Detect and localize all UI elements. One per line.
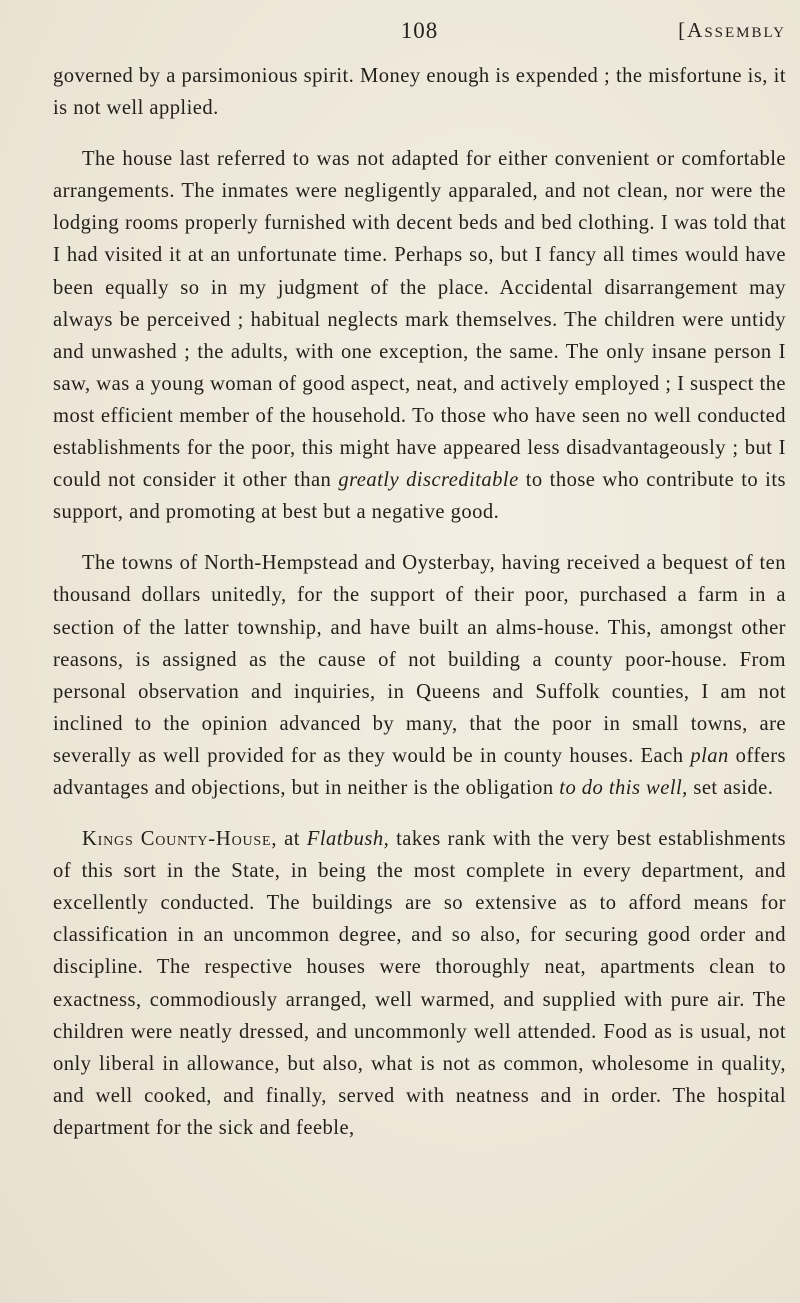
paragraph-3-end: set aside.: [693, 776, 774, 799]
emphasis-plan: plan: [690, 744, 729, 767]
emphasis-flatbush: Flatbush,: [306, 828, 390, 851]
body-text: [53, 60, 786, 1144]
paragraph-2-end: to those who contribute to its support, and promoting at best but a negative good.: [53, 469, 786, 524]
paragraph-4: [53, 823, 786, 1144]
emphasis-to-do-this-well: to do this well,: [559, 776, 688, 799]
paragraph-3: [53, 547, 786, 804]
paragraph-4-at: at: [284, 828, 300, 851]
page-number: 108: [400, 18, 439, 43]
paragraph-2-text: The house last referred to was not adapted for either convenient or comfortable arrangements. The inmates were negligently apparaled, and not clean, nor were the lodging rooms properly furnished with decent beds and bed clothing. I was told that I had visited it at an unfortunate time. Perhaps so, but I fancy all times would have been equally so in my judgment of the place. Accidental disarrangement may always be perceived ; habitual neglects mark themselves. The children were untidy and unwashed ; the adults, with one exception, the same. The only insane person I saw, was a young woman of good aspect, neat, and actively employed ; I suspect the most efficient member of the household. To those who have seen no well conducted establishments for the poor, this might have appeared less disadvantageously ; but I could not consider it other than: [53, 148, 786, 492]
paragraph-3-text: The towns of North-Hempstead and Oysterbay, having received a bequest of ten thousand dollars unitedly, for the support of their poor, purchased a farm in a section of the latter township, and have built an alms-house. This, amongst other reasons, is assigned as the cause of not building a county poor-house. From personal observation and inquiries, in Queens and Suffolk counties, I am not inclined to the opinion advanced by many, that the poor in small towns, are severally as well provided for as they would be in county houses. Each: [53, 552, 786, 767]
emphasis-greatly-discreditable: greatly discreditable: [338, 469, 519, 492]
paragraph-3-middle: offers advantages and objections, but in neither is the obligation: [53, 744, 786, 799]
paragraph-1: governed by a parsimonious spirit. Money enough is expended ; the misfortune is, it is not well applied.: [53, 65, 786, 120]
paragraph-4-text: takes rank with the very best establishments of this sort in the State, in being the most complete in every department, and excellently conducted. The buildings are so extensive as to afford means for classification in an uncommon degree, and so also, for securing good order and discipline. The respective houses were thoroughly neat, apartments clean to exactness, commodiously arranged, well warmed, and supplied with pure air. The children were neatly dressed, and uncommonly well attended. Food as is usual, not only liberal in allowance, but also, what is not as common, wholesome in quality, and well cooked, and finally, served with neatness and in order. The hospital department for the sick and feeble,: [53, 828, 786, 1139]
kings-county-house-heading: Kings County-House,: [82, 828, 278, 851]
paragraph-2: [53, 143, 786, 528]
running-head: [Assembly: [678, 18, 786, 42]
page-header: [53, 0, 786, 60]
